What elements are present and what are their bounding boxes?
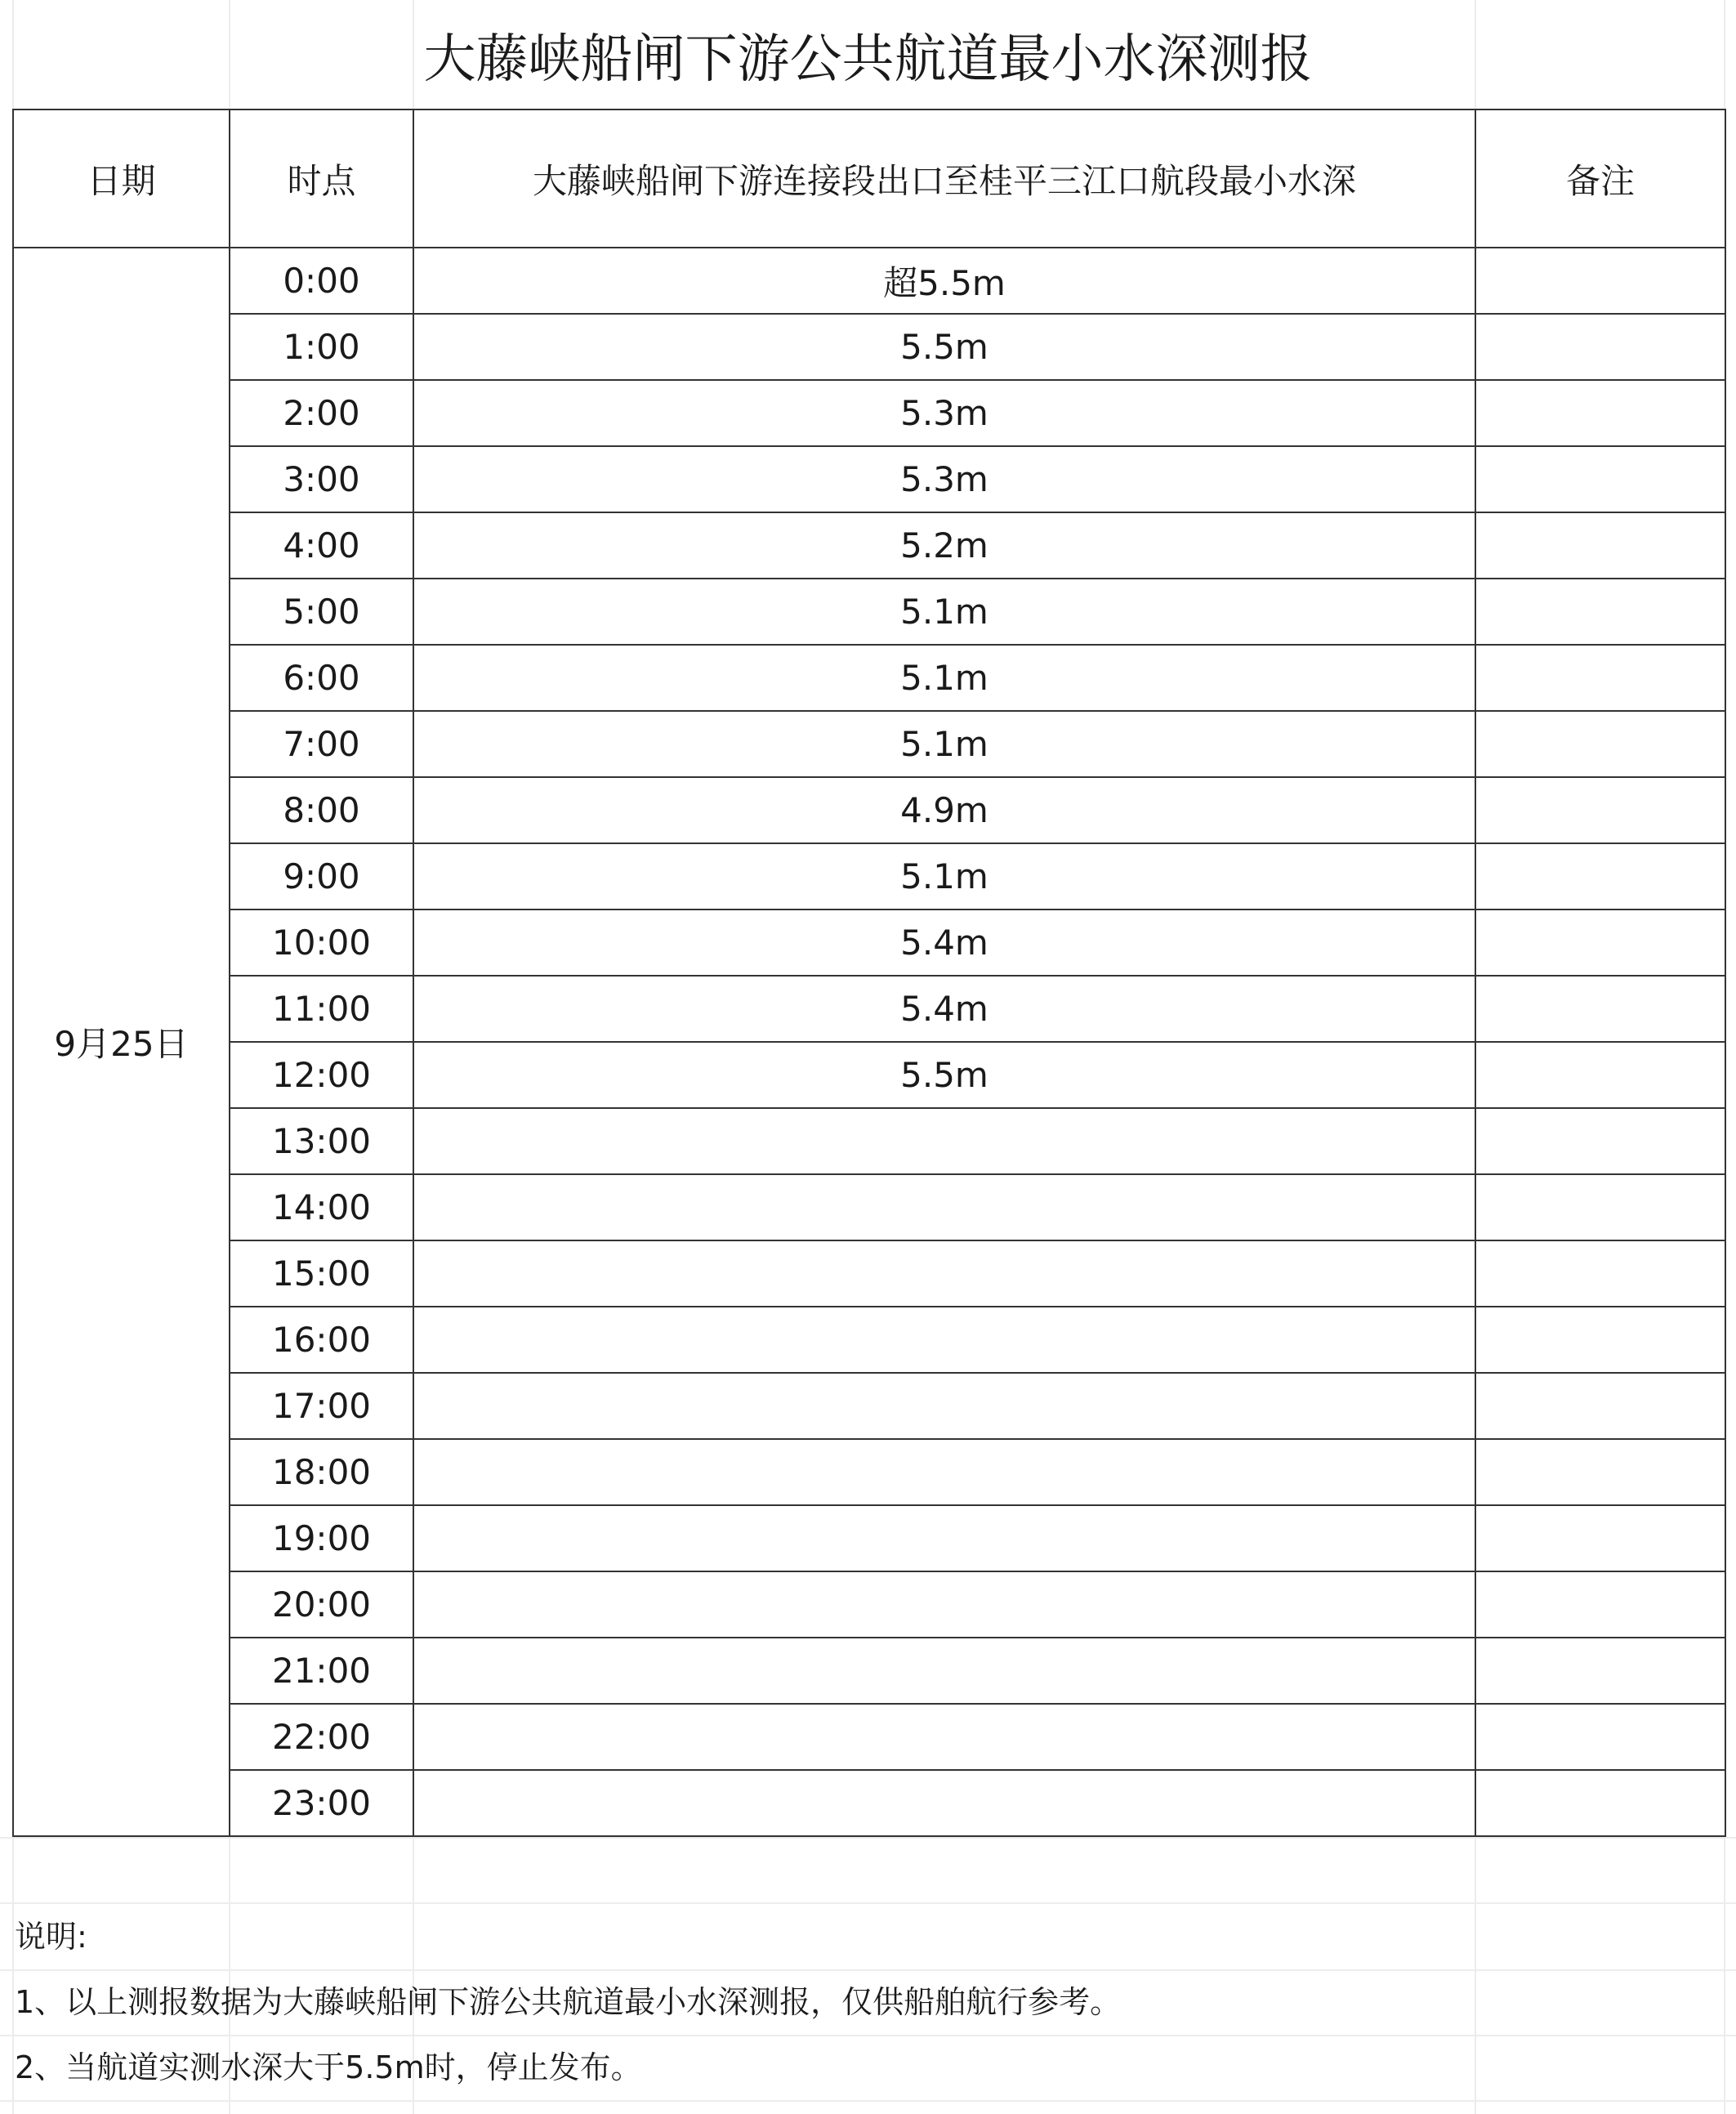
depth-cell xyxy=(413,1240,1475,1307)
depth-cell: 5.5m xyxy=(413,314,1475,380)
table-row xyxy=(13,1042,1725,1108)
time-cell: 23:00 xyxy=(230,1770,413,1836)
remark-cell xyxy=(1475,1042,1725,1108)
gridline xyxy=(0,2100,1736,2102)
time-cell: 11:00 xyxy=(230,976,413,1042)
time-cell: 12:00 xyxy=(230,1042,413,1108)
table-row xyxy=(13,512,1725,579)
time-cell: 13:00 xyxy=(230,1108,413,1174)
depth-cell xyxy=(413,1571,1475,1638)
remark-cell xyxy=(1475,1240,1725,1307)
remark-cell xyxy=(1475,1108,1725,1174)
remark-cell xyxy=(1475,446,1725,512)
time-cell: 18:00 xyxy=(230,1439,413,1505)
depth-cell: 5.1m xyxy=(413,579,1475,645)
time-cell: 5:00 xyxy=(230,579,413,645)
table-row xyxy=(13,1373,1725,1439)
remark-cell xyxy=(1475,1505,1725,1571)
depth-cell xyxy=(413,1373,1475,1439)
depth-cell: 5.3m xyxy=(413,446,1475,512)
depth-cell: 5.1m xyxy=(413,711,1475,777)
notes-heading: 说明: xyxy=(15,1919,87,1955)
depth-cell xyxy=(413,1704,1475,1770)
depth-cell: 4.9m xyxy=(413,777,1475,843)
time-cell: 20:00 xyxy=(230,1571,413,1638)
depth-cell xyxy=(413,1638,1475,1704)
table-row xyxy=(13,1505,1725,1571)
time-cell: 9:00 xyxy=(230,843,413,910)
table-row xyxy=(13,843,1725,910)
table-row xyxy=(13,1108,1725,1174)
remark-cell xyxy=(1475,314,1725,380)
time-cell: 15:00 xyxy=(230,1240,413,1307)
table-row xyxy=(13,314,1725,380)
time-cell: 17:00 xyxy=(230,1373,413,1439)
table-row xyxy=(13,1307,1725,1373)
note-item: 1、以上测报数据为大藤峡船闸下游公共航道最小水深测报，仅供船舶航行参考。 xyxy=(15,1984,1122,2020)
remark-cell xyxy=(1475,1638,1725,1704)
time-cell: 2:00 xyxy=(230,380,413,446)
table-row xyxy=(13,645,1725,711)
header-row xyxy=(13,109,1725,248)
depth-cell: 5.5m xyxy=(413,1042,1475,1108)
time-cell: 22:00 xyxy=(230,1704,413,1770)
table-row xyxy=(13,1571,1725,1638)
remark-cell xyxy=(1475,1704,1725,1770)
depth-cell xyxy=(413,1770,1475,1836)
table-row xyxy=(13,579,1725,645)
remark-cell xyxy=(1475,1174,1725,1240)
remark-cell xyxy=(1475,1439,1725,1505)
depth-cell: 5.1m xyxy=(413,843,1475,910)
table-row xyxy=(13,711,1725,777)
column-header-remark: 备注 xyxy=(1475,109,1725,248)
remark-cell xyxy=(1475,777,1725,843)
time-cell: 4:00 xyxy=(230,512,413,579)
time-cell: 14:00 xyxy=(230,1174,413,1240)
column-header-date: 日期 xyxy=(13,109,230,248)
table-row xyxy=(13,1240,1725,1307)
table-row xyxy=(13,1174,1725,1240)
remark-cell xyxy=(1475,910,1725,976)
remark-cell xyxy=(1475,579,1725,645)
date-cell: 9月25日 xyxy=(13,248,230,1836)
gridline xyxy=(0,1837,1736,1839)
depth-cell: 5.2m xyxy=(413,512,1475,579)
column-header-time: 时点 xyxy=(230,109,413,248)
depth-cell xyxy=(413,1439,1475,1505)
time-cell: 16:00 xyxy=(230,1307,413,1373)
table-row xyxy=(13,248,1725,314)
time-cell: 0:00 xyxy=(230,248,413,314)
table-row xyxy=(13,777,1725,843)
remark-cell xyxy=(1475,976,1725,1042)
table-row xyxy=(13,1770,1725,1836)
depth-cell: 5.1m xyxy=(413,645,1475,711)
remark-cell xyxy=(1475,1307,1725,1373)
page-title: 大藤峡船闸下游公共航道最小水深测报 xyxy=(423,29,1313,90)
note-item: 2、当航道实测水深大于5.5m时，停止发布。 xyxy=(15,2049,642,2085)
column-header-depth: 大藤峡船闸下游连接段出口至桂平三江口航段最小水深 xyxy=(413,109,1475,248)
remark-cell xyxy=(1475,248,1725,314)
time-cell: 7:00 xyxy=(230,711,413,777)
remark-cell xyxy=(1475,843,1725,910)
table-row xyxy=(13,1439,1725,1505)
time-cell: 1:00 xyxy=(230,314,413,380)
remark-cell xyxy=(1475,1373,1725,1439)
time-cell: 21:00 xyxy=(230,1638,413,1704)
table-row xyxy=(13,910,1725,976)
time-cell: 8:00 xyxy=(230,777,413,843)
table-row xyxy=(13,1638,1725,1704)
table-row xyxy=(13,1704,1725,1770)
depth-cell xyxy=(413,1174,1475,1240)
remark-cell xyxy=(1475,645,1725,711)
time-cell: 6:00 xyxy=(230,645,413,711)
remark-cell xyxy=(1475,380,1725,446)
remark-cell xyxy=(1475,1571,1725,1638)
table-row xyxy=(13,380,1725,446)
depth-cell xyxy=(413,1108,1475,1174)
depth-cell xyxy=(413,1505,1475,1571)
table-row xyxy=(13,976,1725,1042)
remark-cell xyxy=(1475,1770,1725,1836)
depth-cell: 5.3m xyxy=(413,380,1475,446)
depth-report-table xyxy=(12,109,1726,1837)
remark-cell xyxy=(1475,512,1725,579)
depth-cell xyxy=(413,1307,1475,1373)
time-cell: 10:00 xyxy=(230,910,413,976)
time-cell: 3:00 xyxy=(230,446,413,512)
remark-cell xyxy=(1475,711,1725,777)
table-row xyxy=(13,446,1725,512)
time-cell: 19:00 xyxy=(230,1505,413,1571)
depth-cell: 5.4m xyxy=(413,910,1475,976)
depth-cell: 超5.5m xyxy=(413,248,1475,314)
depth-cell: 5.4m xyxy=(413,976,1475,1042)
